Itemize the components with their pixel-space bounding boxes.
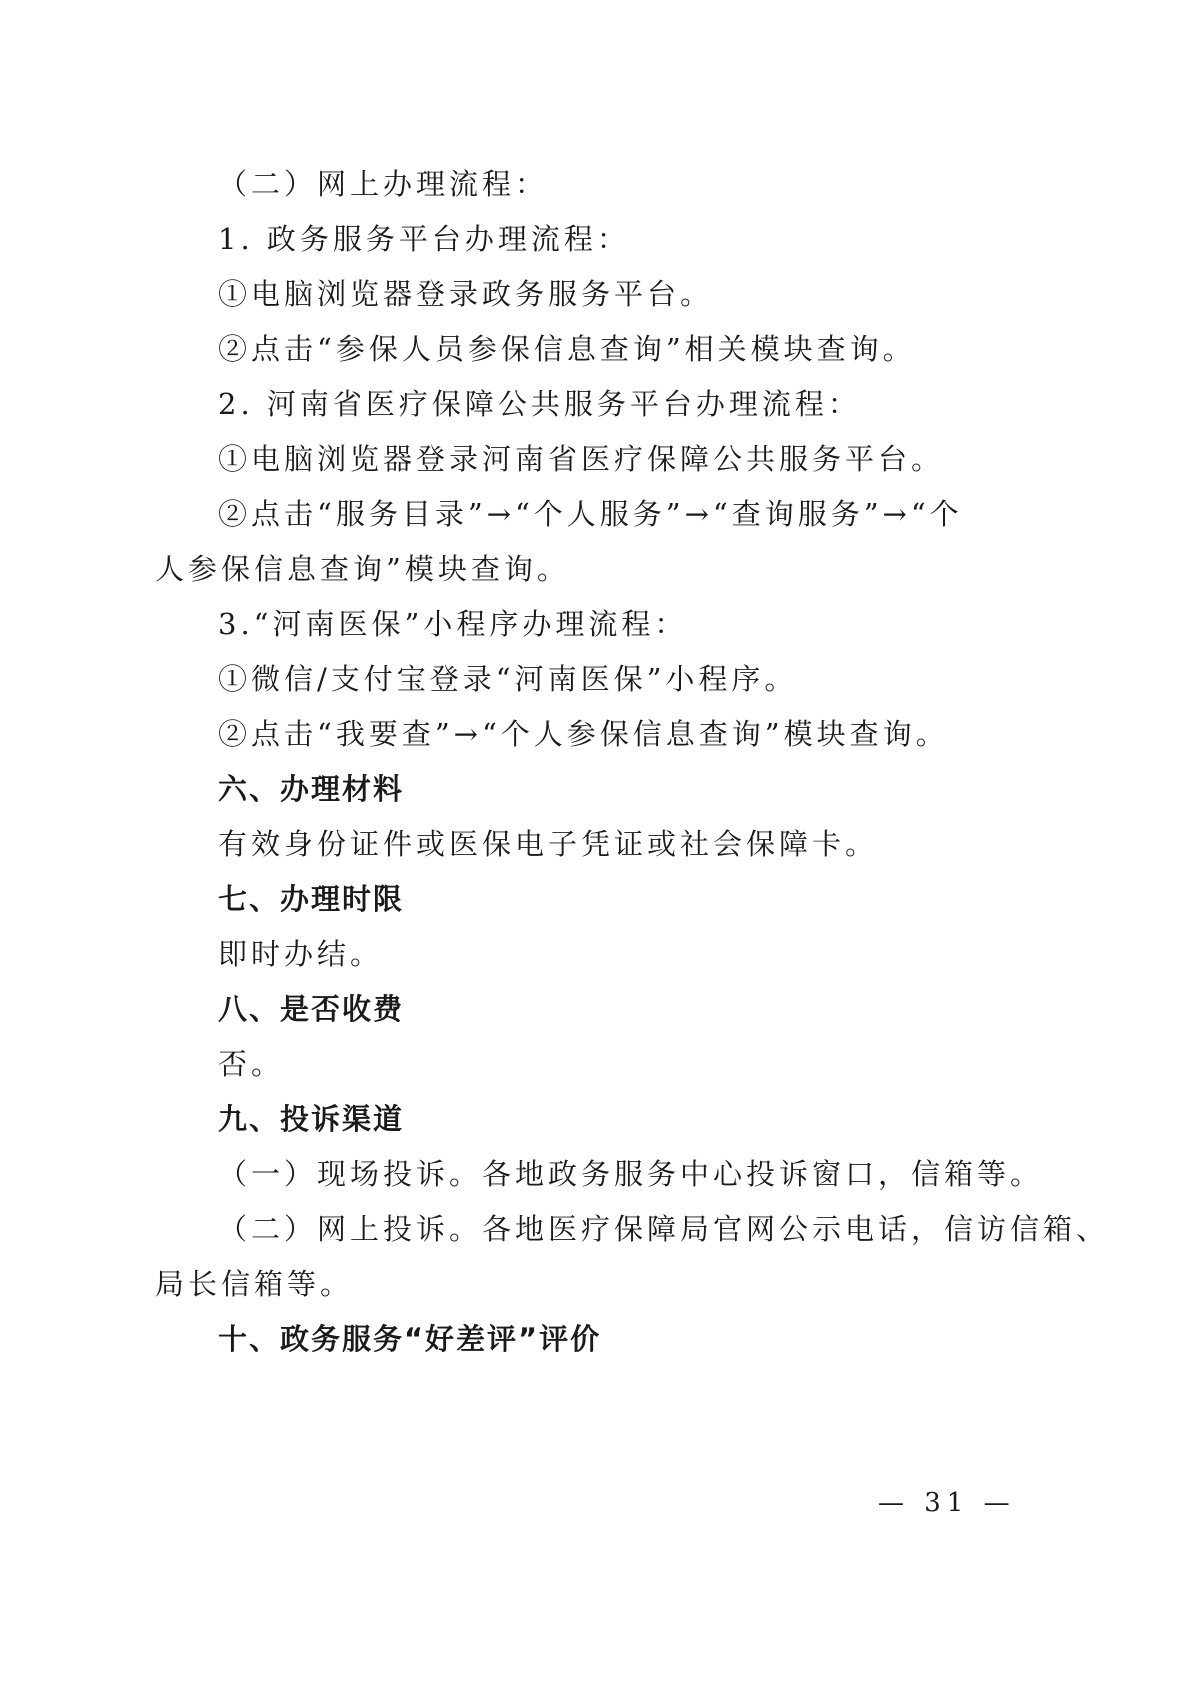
item-henan-medical-platform: 2. 河南省医疗保障公共服务平台办理流程：: [218, 387, 861, 421]
item-henan-mini-program: 3.“河南医保”小程序办理流程：: [218, 607, 688, 641]
step-henan-platform-query-cont: 人参保信息查询”模块查询。: [155, 552, 570, 586]
step-mini-program-login: ①微信/支付宝登录“河南医保”小程序。: [218, 662, 798, 696]
paragraph-materials: 有效身份证件或医保电子凭证或社会保障卡。: [218, 827, 879, 861]
paragraph-complaint-onsite: （一）现场投诉。各地政务服务中心投诉窗口，信箱等。: [218, 1157, 1044, 1191]
heading-fees: 八、是否收费: [218, 992, 405, 1026]
paragraph-time-limit: 即时办结。: [218, 937, 384, 971]
page-number: — 31 —: [878, 1488, 1016, 1518]
step-mini-program-query: ②点击“我要查”→“个人参保信息查询”模块查询。: [218, 717, 949, 751]
paragraph-complaint-online-cont: 局长信箱等。: [155, 1267, 354, 1301]
step-gov-platform-login: ①电脑浏览器登录政务服务平台。: [218, 277, 714, 311]
heading-materials: 六、办理材料: [218, 772, 405, 806]
paragraph-fees: 否。: [218, 1047, 285, 1081]
paragraph-complaint-online: （二）网上投诉。各地医疗保障局官网公示电话，信访信箱、: [218, 1212, 1110, 1246]
step-gov-platform-query: ②点击“参保人员参保信息查询”相关模块查询。: [218, 332, 916, 366]
item-gov-service-platform: 1. 政务服务平台办理流程：: [218, 222, 630, 256]
heading-evaluation: 十、政务服务“好差评”评价: [218, 1322, 602, 1356]
heading-time-limit: 七、办理时限: [218, 882, 405, 916]
step-henan-platform-login: ①电脑浏览器登录河南省医疗保障公共服务平台。: [218, 442, 945, 476]
step-henan-platform-query: ②点击“服务目录”→“个人服务”→“查询服务”→“个: [218, 497, 963, 531]
heading-complaints: 九、投诉渠道: [218, 1102, 405, 1136]
section-subheading-online-process: （二）网上办理流程：: [218, 167, 549, 201]
